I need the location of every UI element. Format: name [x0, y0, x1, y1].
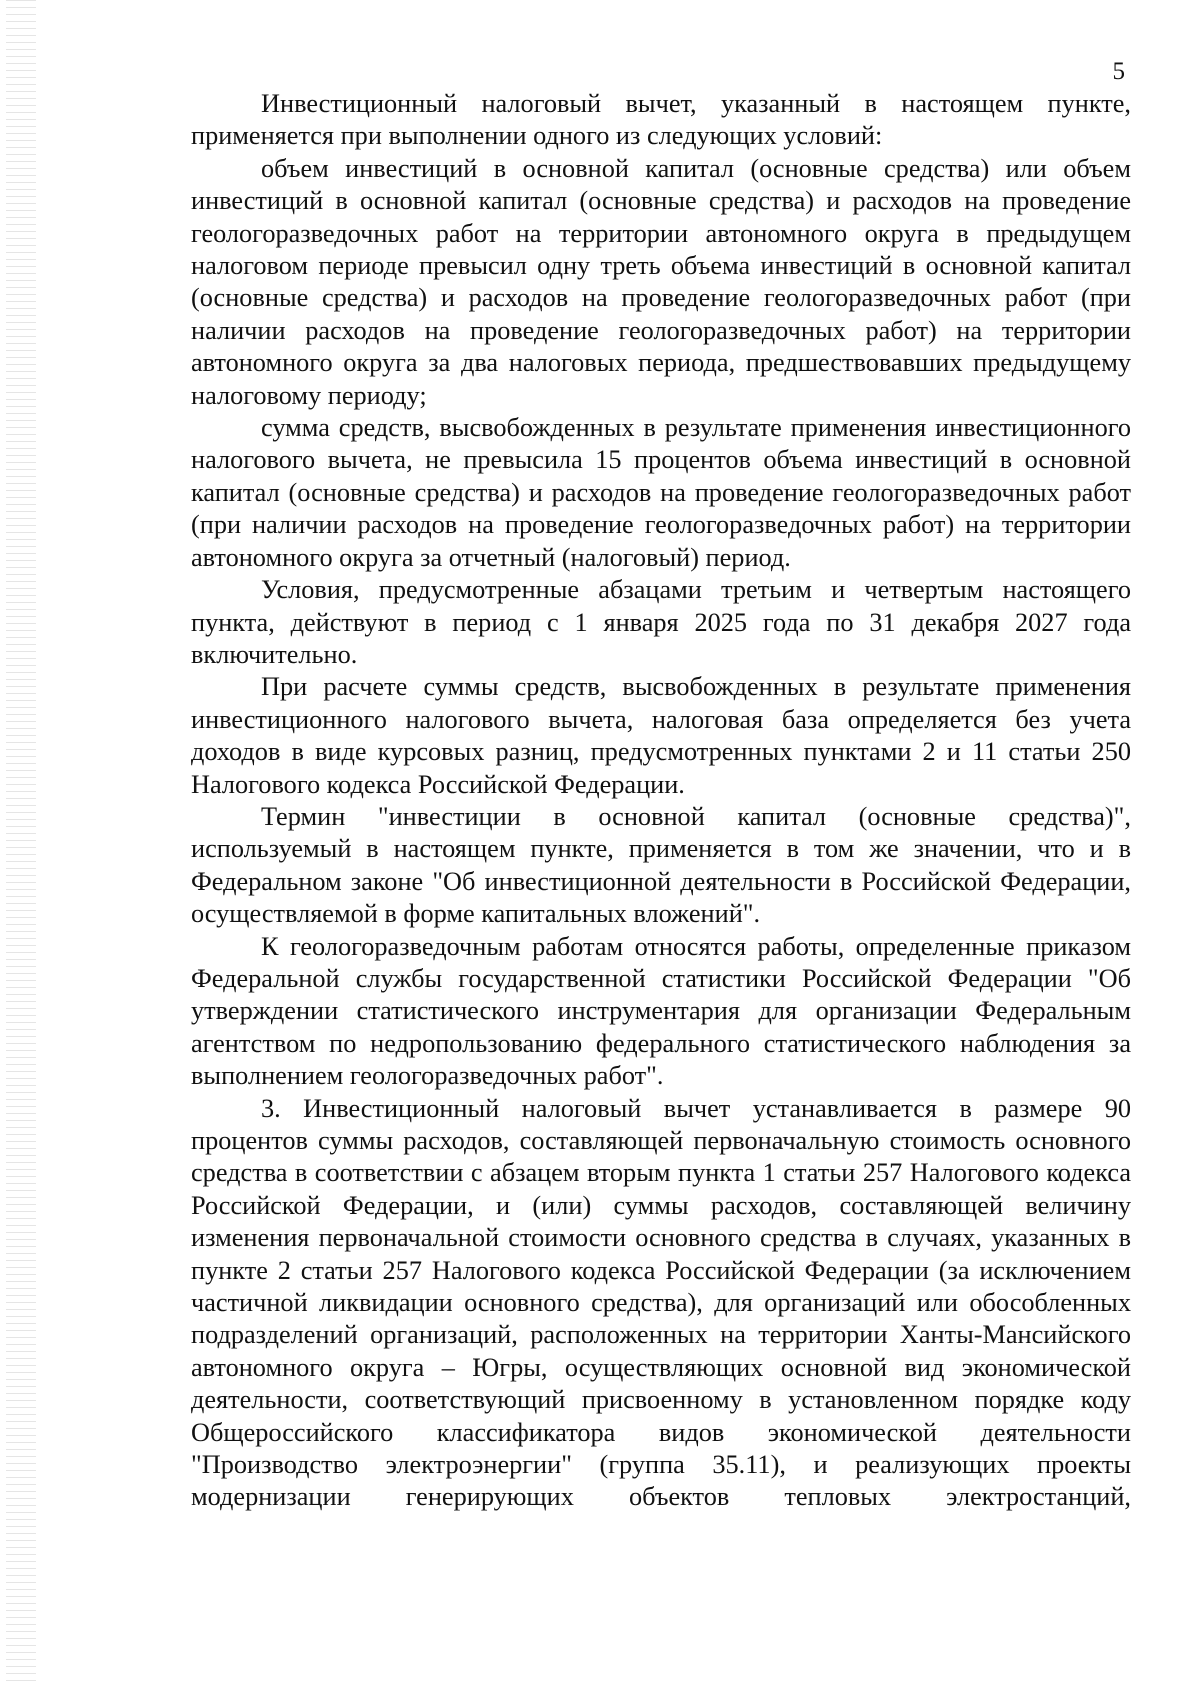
paragraph-condition-investment-volume: объем инвестиций в основной капитал (основные средства) или объем инвестиций в основной капитал (основные средства) и расходов на проведение геологоразведочных работ на территории автономного округа в предыдущем налоговом периоде превысил одну треть объема инвестиций в основной капитал (основные средства) и расходов на проведение геологоразведочных работ (при наличии расходов на проведение геологоразведочных работ) на территории автономного округа за два налоговых периода, предшествовавших предыдущему налоговому периоду;: [191, 153, 1131, 410]
paragraph-investment-term-definition: Термин "инвестиции в основной капитал (основные средства)", используемый в настоящем пункте, применяется в том же значении, что и в Федеральном законе "Об инвестиционной деятельности в Российской Федерации, осуществляемой в форме капитальных вложений".: [191, 801, 1131, 929]
paragraph-geological-works-definition: К геологоразведочным работам относятся работы, определенные приказом Федеральной службы государственной статистики Российской Федерации "Об утверждении статистического инструментария для организации Федеральным агентством по недропользованию федерального статистического наблюдения за выполнением геологоразведочных работ".: [191, 931, 1131, 1091]
paragraph-conditions-validity-period: Условия, предусмотренные абзацами третьим и четвертым настоящего пункта, действуют в период с 1 января 2025 года по 31 декабря 2027 года включительно.: [191, 575, 1131, 669]
paragraph-point-3-deduction-amount: 3. Инвестиционный налоговый вычет устанавливается в размере 90 процентов суммы расходов, составляющей первоначальную стоимость основного средства в соответствии с абзацем вторым пункта 1 статьи 257 Налогового кодекса Российской Федерации, и (или) суммы расходов, составляющей величину изменения первоначальной стоимости основного средства в случаях, указанных в пункте 2 статьи 257 Налогового кодекса Российской Федерации (за исключением частичной ликвидации основного средства), для организаций или обособленных подразделений организаций, расположенных на территории Ханты-Мансийского автономного округа – Югры, осуществляющих основной вид экономической деятельности, соответствующий присвоенному в установленном порядке коду Общероссийского классификатора видов экономической деятельности "Производство электроэнергии" (группа 35.11), и реализующих проекты модернизации генерирующих объектов тепловых электростанций,: [191, 1093, 1131, 1512]
paragraph-condition-released-funds: сумма средств, высвобожденных в результате применения инвестиционного налогового вычета, не превысила 15 процентов объема инвестиций в основной капитал (основные средства) и расходов на проведение геологоразведочных работ (при наличии расходов на проведение геологоразведочных работ) на территории автономного округа за отчетный (налоговый) период.: [191, 413, 1131, 572]
paragraph-tax-base-calculation: При расчете суммы средств, высвобожденных в результате применения инвестиционного налогового вычета, налоговая база определяется без учета доходов в виде курсовых разниц, предусмотренных пунктами 2 и 11 статьи 250 Налогового кодекса Российской Федерации.: [191, 672, 1131, 799]
document-body: [191, 88, 1131, 1514]
paragraph-deduction-conditions-intro: Инвестиционный налоговый вычет, указанный в настоящем пункте, применяется при выполнении одного из следующих условий:: [191, 89, 1131, 151]
scan-binding-edge: [6, 0, 36, 1683]
page-number: 5: [1112, 58, 1125, 85]
